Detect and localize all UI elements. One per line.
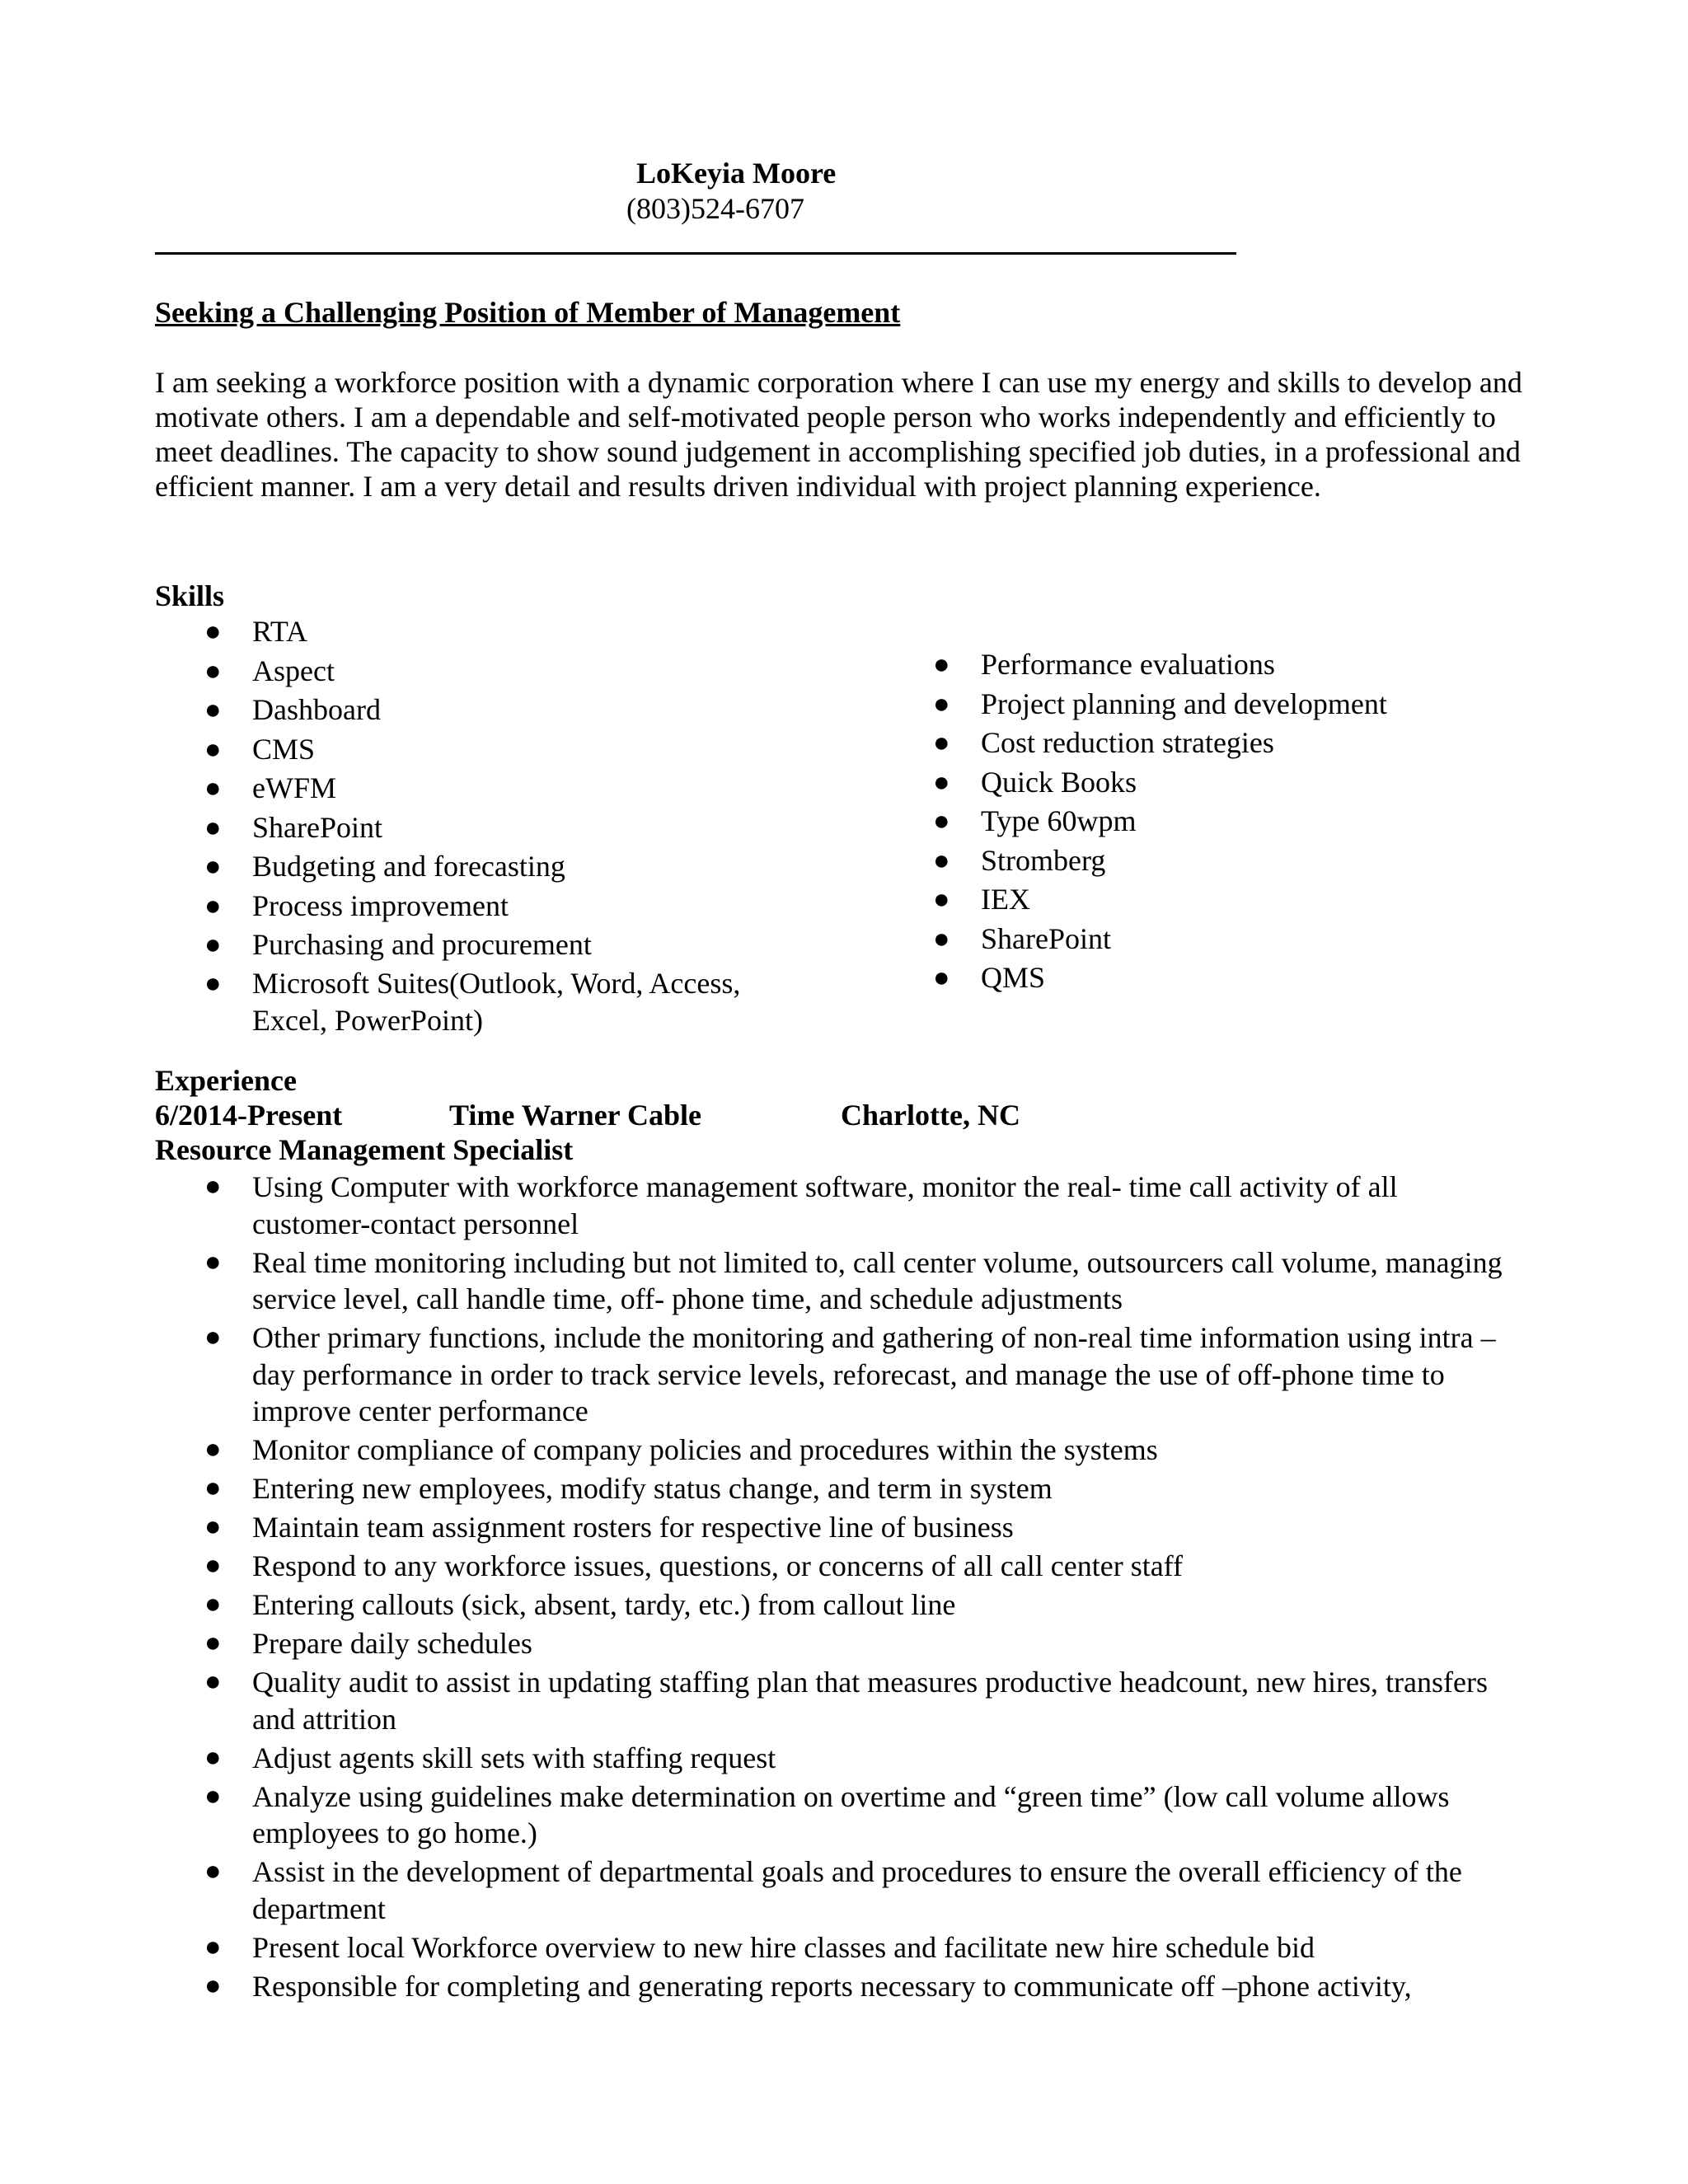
job-dates: 6/2014-Present	[155, 1099, 343, 1132]
duty-text: Assist in the development of departmental goals and procedures to ensure the overall efficiency of the department	[252, 1855, 1462, 1925]
list-item	[204, 1169, 1522, 1242]
job-location: Charlotte, NC	[841, 1099, 1020, 1132]
list-item	[204, 1470, 1522, 1507]
list-item	[204, 1740, 1522, 1777]
list-item	[204, 965, 780, 1039]
list-item	[933, 841, 1607, 881]
bullet-icon: ●	[204, 655, 222, 687]
bullet-icon: ●	[204, 890, 222, 921]
bullet-icon: ●	[204, 733, 222, 765]
list-item	[204, 847, 780, 887]
duty-text: Real time monitoring including but not limited to, call center volume, outsourcers call volume, managing service level, call handle time, off- phone time, and schedule adjustments	[252, 1245, 1503, 1315]
list-item	[933, 958, 1607, 998]
duty-text: Analyze using guidelines make determination on overtime and “green time” (low call volume allows employees to go home.)	[252, 1779, 1450, 1849]
bullet-icon: ●	[204, 1856, 222, 1886]
skill-label: Purchasing and procurement	[252, 928, 592, 961]
list-item	[204, 926, 780, 965]
skills-heading: Skills	[155, 579, 225, 612]
skill-label: Aspect	[252, 654, 335, 687]
skill-label: Performance evaluations	[981, 648, 1275, 681]
list-item	[204, 1625, 1522, 1662]
job-company: Time Warner Cable	[449, 1099, 701, 1132]
skill-label: Type 60wpm	[981, 804, 1137, 837]
duty-text: Quality audit to assist in updating staffing plan that measures productive headcount, new hires, transfers and attrition	[252, 1666, 1488, 1736]
job-title: Resource Management Specialist	[155, 1133, 574, 1166]
list-item	[204, 1432, 1522, 1469]
bullet-icon: ●	[933, 766, 950, 798]
list-item	[204, 612, 780, 652]
list-item	[204, 1664, 1522, 1737]
list-item	[204, 1509, 1522, 1546]
skills-list-left	[204, 612, 780, 1039]
bullet-icon: ●	[933, 688, 950, 719]
duty-text: Present local Workforce overview to new hire classes and facilitate new hire schedule bid	[252, 1930, 1315, 1964]
bullet-icon: ●	[204, 968, 222, 999]
bullet-icon: ●	[204, 616, 222, 647]
job-duties-list	[204, 1169, 1522, 2007]
list-item	[204, 1968, 1522, 2005]
list-item	[933, 685, 1607, 724]
bullet-icon: ●	[204, 1666, 222, 1697]
list-item	[204, 1244, 1522, 1318]
bullet-icon: ●	[933, 963, 950, 993]
list-item	[204, 1319, 1522, 1430]
skill-label: Process improvement	[252, 888, 509, 922]
duty-text: Adjust agents skill sets with staffing request	[252, 1741, 776, 1774]
bullet-icon: ●	[204, 1628, 222, 1658]
bullet-icon: ●	[204, 1970, 222, 2001]
duty-text: Other primary functions, include the monitoring and gathering of non-real time information using intra – day performance in order to track service levels, reforecast, and manage the use of off-phone time to improve center performance	[252, 1321, 1496, 1427]
list-item	[933, 763, 1607, 803]
duty-text: Maintain team assignment rosters for respective line of business	[252, 1511, 1014, 1544]
skills-list-right	[933, 645, 1607, 998]
list-item	[204, 1586, 1522, 1624]
bullet-icon: ●	[933, 923, 950, 954]
header-divider	[155, 252, 1236, 255]
skill-label: SharePoint	[252, 810, 382, 844]
bullet-icon: ●	[933, 806, 950, 837]
bullet-icon: ●	[204, 695, 222, 725]
bullet-icon: ●	[933, 884, 950, 915]
list-item	[204, 730, 780, 770]
bullet-icon: ●	[204, 1246, 222, 1277]
list-item	[204, 1854, 1522, 1927]
list-item	[204, 652, 780, 691]
skill-label: RTA	[252, 615, 307, 648]
bullet-icon: ●	[204, 1434, 222, 1465]
list-item	[204, 1929, 1522, 1966]
bullet-icon: ●	[204, 812, 222, 843]
skill-label: Cost reduction strategies	[981, 726, 1274, 759]
list-item	[204, 691, 780, 730]
skill-label: Budgeting and forecasting	[252, 850, 565, 883]
applicant-phone: (803)524-6707	[626, 192, 804, 225]
bullet-icon: ●	[204, 1511, 222, 1542]
bullet-icon: ●	[204, 1780, 222, 1811]
list-item	[933, 724, 1607, 763]
list-item	[933, 802, 1607, 841]
bullet-icon: ●	[204, 1550, 222, 1581]
objective-title: Seeking a Challenging Position of Member of Management	[155, 296, 901, 329]
bullet-icon: ●	[933, 649, 950, 680]
bullet-icon: ●	[933, 845, 950, 876]
duty-text: Entering new employees, modify status change, and term in system	[252, 1472, 1053, 1505]
skill-label: Microsoft Suites(Outlook, Word, Access, Excel, PowerPoint)	[252, 966, 741, 1037]
list-item	[204, 808, 780, 848]
list-item	[204, 769, 780, 808]
bullet-icon: ●	[204, 851, 222, 882]
skill-label: Quick Books	[981, 765, 1137, 799]
skill-label: Project planning and development	[981, 687, 1387, 720]
list-item	[204, 887, 780, 926]
skill-label: QMS	[981, 961, 1046, 994]
skill-label: Stromberg	[981, 843, 1106, 877]
bullet-icon: ●	[204, 1589, 222, 1619]
duty-text: Responsible for completing and generating reports necessary to communicate off –phone activity,	[252, 1969, 1412, 2003]
skill-label: eWFM	[252, 771, 336, 804]
bullet-icon: ●	[204, 1473, 222, 1503]
list-item	[933, 645, 1607, 685]
list-item	[204, 1779, 1522, 1852]
bullet-icon: ●	[204, 773, 222, 804]
summary-paragraph: I am seeking a workforce position with a dynamic corporation where I can use my energy and skills to develop and motivate others. I am a dependable and self-motivated people person who works independently and efficiently to meet deadlines. The capacity to show sound judgement in accomplishing specified job duties, in a professional and efficient manner. I am a very detail and results driven individual with project planning experience.	[155, 366, 1522, 503]
experience-heading: Experience	[155, 1064, 297, 1097]
bullet-icon: ●	[204, 930, 222, 960]
list-item	[933, 880, 1607, 920]
skill-label: Dashboard	[252, 693, 381, 726]
bullet-icon: ●	[204, 1322, 222, 1352]
duty-text: Respond to any workforce issues, questions, or concerns of all call center staff	[252, 1549, 1184, 1582]
list-item	[933, 920, 1607, 959]
bullet-icon: ●	[933, 728, 950, 758]
skill-label: SharePoint	[981, 921, 1111, 955]
bullet-icon: ●	[204, 1171, 222, 1202]
skill-label: IEX	[981, 883, 1030, 916]
bullet-icon: ●	[204, 1741, 222, 1773]
duty-text: Using Computer with workforce management software, monitor the real- time call activity of all customer-contact personnel	[252, 1170, 1398, 1240]
applicant-name: LoKeyia Moore	[636, 157, 837, 190]
duty-text: Prepare daily schedules	[252, 1627, 532, 1660]
duty-text: Monitor compliance of company policies and procedures within the systems	[252, 1433, 1158, 1466]
bullet-icon: ●	[204, 1931, 222, 1962]
list-item	[204, 1548, 1522, 1585]
duty-text: Entering callouts (sick, absent, tardy, etc.) from callout line	[252, 1588, 956, 1621]
skill-label: CMS	[252, 732, 316, 766]
